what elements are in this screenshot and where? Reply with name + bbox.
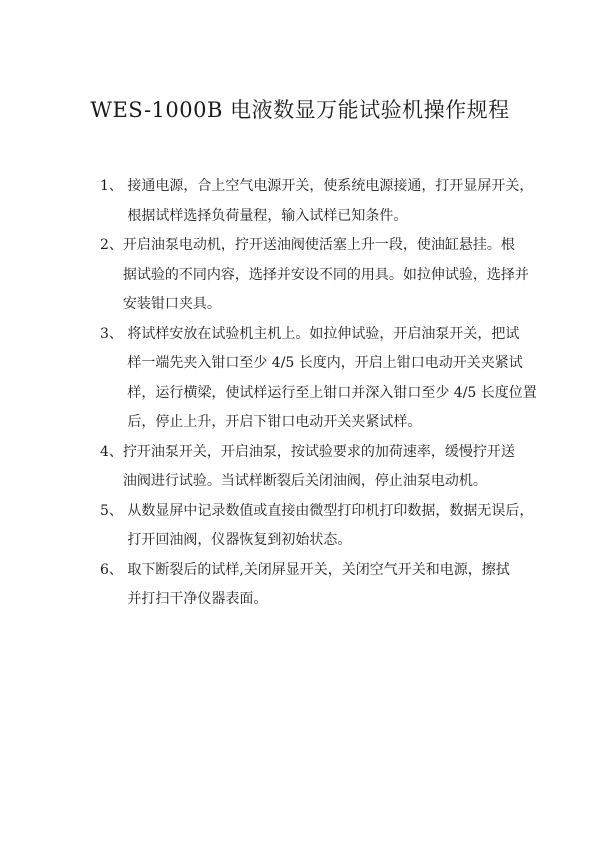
- step-line: 接通电源，合上空气电源开关，使系统电源接通，打开显屏开关，: [127, 178, 534, 194]
- step-2: [100, 231, 530, 320]
- step-line: 据试验的不同内容，选择并安设不同的用具。如拉伸试验，选择并: [122, 266, 529, 283]
- step-line: 取下断裂后的试样,关闭屏显开关，关闭空气开关和电源，擦拭: [127, 561, 510, 578]
- step-line: 开启油泵电动机，拧开送油阀使活塞上升一段，使油缸悬挂。根: [122, 237, 515, 253]
- step-5: [100, 497, 534, 556]
- step-number: 5、: [100, 502, 128, 519]
- page-title: WES-1000B 电液数显万能试验机操作规程: [90, 98, 510, 122]
- step-number: 1、: [100, 178, 128, 194]
- step-line: 打开回油阀，仪器恢复到初始状态。: [127, 532, 352, 548]
- step-line: 后，停止上升，开启下钳口电动开关夹紧试样。: [127, 414, 422, 430]
- step-text: [127, 172, 533, 231]
- step-text: [127, 556, 530, 615]
- step-6: [100, 556, 530, 615]
- step-line: 安装钳口夹具。: [122, 296, 221, 312]
- step-number: 4、: [100, 443, 123, 460]
- step-number: 2、: [100, 237, 123, 253]
- step-text: [123, 231, 530, 320]
- step-line: 从数显屏中记录数值或直接由微型打印机打印数据，数据无误后，: [127, 502, 534, 519]
- step-text: [127, 497, 533, 556]
- step-text: [123, 438, 530, 497]
- step-3: [100, 320, 537, 438]
- step-number: 3、: [100, 325, 128, 342]
- step-number: 6、: [100, 561, 128, 578]
- step-text: [127, 320, 536, 438]
- step-line: 样，运行横梁，使试样运行至上钳口并深入钳口至少 4/5 长度位置: [127, 384, 537, 401]
- step-line: 拧开油泵开关，开启油泵，按试验要求的加荷速率，缓慢拧开送: [122, 443, 515, 460]
- procedure-steps: [100, 172, 537, 615]
- step-1: [100, 172, 534, 231]
- step-4: [100, 438, 530, 497]
- step-line: 样一端先夹入钳口至少 4/5 长度内，开启上钳口电动开关夹紧试: [127, 355, 523, 371]
- step-line: 油阀进行试验。当试样断裂后关闭油阀，停止油泵电动机。: [122, 473, 487, 489]
- step-line: 根据试样选择负荷量程，输入试样已知条件。: [127, 207, 408, 224]
- step-line: 将试样安放在试验机主机上。如拉伸试验，开启油泵开关，把试: [127, 325, 520, 342]
- step-line: 并打扫干净仪器表面。: [127, 591, 268, 607]
